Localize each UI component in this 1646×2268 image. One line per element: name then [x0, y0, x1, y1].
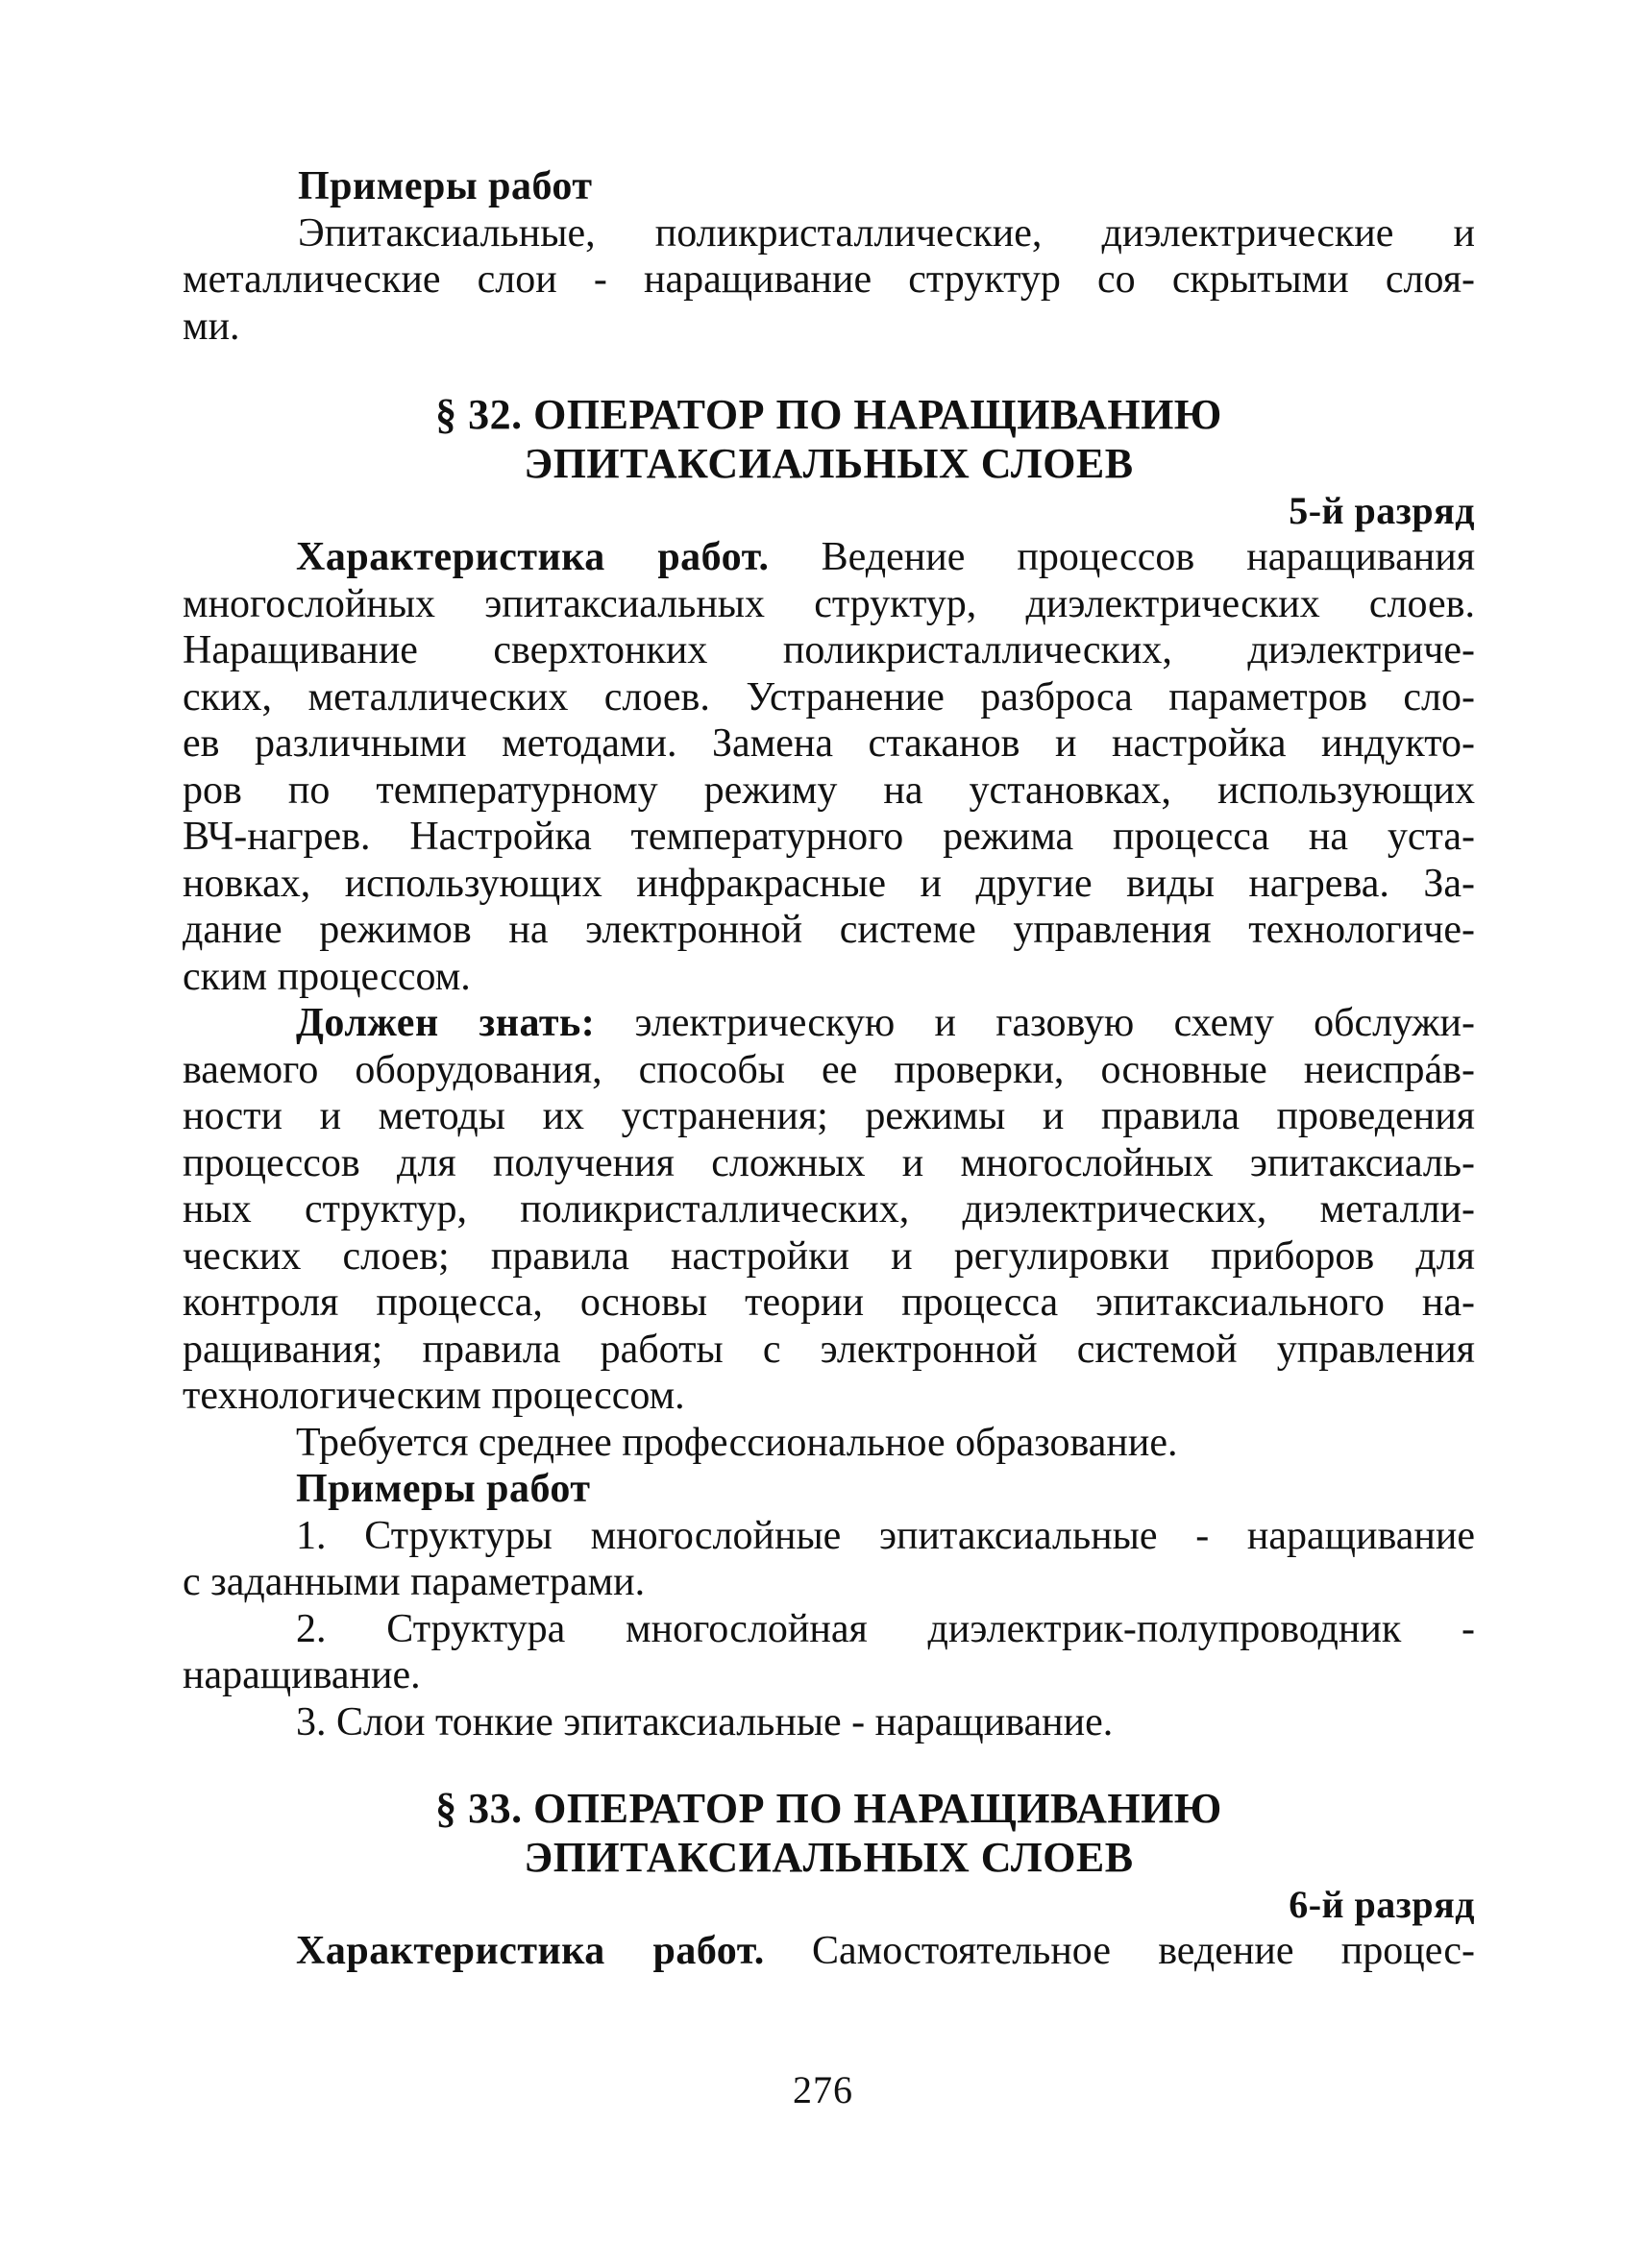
- section-32-characteristic-first-line: Характеристика работ. Ведение процессов наращивания: [296, 535, 1476, 579]
- example-1-continued: с заданными параметрами.: [183, 1560, 646, 1604]
- characteristic-label: Характеристика работ.: [296, 1929, 765, 1973]
- knowledge-line: ваемого оборудования, способы ее проверки, основные неиспрáв-: [183, 1047, 1475, 1092]
- section-33-characteristic-first-line: Характеристика работ. Самостоятельное ведение процес-: [296, 1929, 1476, 1973]
- section-32-title-line-2: ЭПИТАКСИАЛЬНЫХ СЛОЕВ: [524, 440, 1134, 487]
- example-2: 2. Структура многослойная диэлектрик-полупроводник -: [296, 1606, 1475, 1651]
- section-32-title-line-1: § 32. ОПЕРАТОР ПО НАРАЩИВАНИЮ: [435, 391, 1222, 438]
- knowledge-label: Должен знать:: [296, 1001, 596, 1045]
- example-3: 3. Слои тонкие эпитаксиальные - наращивание.: [296, 1699, 1114, 1744]
- section-32-knowledge-first-line: Должен знать: электрическую и газовую схему обслужи-: [296, 1001, 1476, 1045]
- section-32-rank: 5-й разряд: [1289, 489, 1475, 532]
- intro-line: ми.: [183, 304, 240, 349]
- example-2-continued: наращивание.: [183, 1653, 421, 1697]
- example-1: 1. Структуры многослойные эпитаксиальные - наращивание: [296, 1513, 1475, 1558]
- knowledge-line: ности и методы их устранения; режимы и правила проведения: [183, 1094, 1475, 1138]
- characteristic-line: ским процессом.: [183, 954, 471, 999]
- characteristic-line: ев различными методами. Замена стаканов и настройка индукто-: [183, 721, 1475, 766]
- knowledge-line: процессов для получения сложных и многослойных эпитаксиаль-: [183, 1140, 1475, 1185]
- section-33-title-line-2: ЭПИТАКСИАЛЬНЫХ СЛОЕВ: [524, 1834, 1134, 1881]
- knowledge-line: контроля процесса, основы теории процесса эпитаксиального на-: [183, 1280, 1475, 1325]
- intro-examples-heading: Примеры работ: [298, 164, 593, 208]
- page-number: 276: [793, 2068, 853, 2111]
- knowledge-line: технологическим процессом.: [183, 1374, 685, 1418]
- characteristic-line: ров по температурному режиму на установках, использующих: [183, 768, 1475, 813]
- characteristic-line: дание режимов на электронной системе управления технологиче-: [183, 908, 1475, 952]
- knowledge-line: ращивания; правила работы с электронной системой управления: [183, 1327, 1475, 1372]
- characteristic-line: новках, использующих инфракрасные и другие виды нагрева. За-: [183, 861, 1475, 906]
- intro-line: металлические слои - наращивание структур со скрытыми слоя-: [183, 257, 1475, 302]
- characteristic-line: ВЧ-нагрев. Настройка температурного режима процесса на уста-: [183, 815, 1475, 859]
- characteristic-line: многослойных эпитаксиальных структур, диэлектрических слоев.: [183, 581, 1475, 626]
- characteristic-line: Наращивание сверхтонких поликристаллических, диэлектриче-: [183, 628, 1475, 672]
- intro-line: Эпитаксиальные, поликристаллические, диэлектрические и: [298, 210, 1475, 256]
- section-33-title-line-1: § 33. ОПЕРАТОР ПО НАРАЩИВАНИЮ: [435, 1785, 1222, 1832]
- knowledge-line: ных структур, поликристаллических, диэлектрических, металли-: [183, 1187, 1475, 1232]
- document-page: [183, 163, 1475, 1975]
- knowledge-line: ческих слоев; правила настройки и регулировки приборов для: [183, 1233, 1475, 1279]
- section-33-rank: 6-й разряд: [1289, 1883, 1475, 1926]
- section-32-examples-heading: Примеры работ: [296, 1467, 591, 1511]
- education-requirement: Требуется среднее профессиональное образование.: [296, 1420, 1178, 1465]
- characteristic-line: ских, металлических слоев. Устранение разброса параметров сло-: [183, 674, 1475, 719]
- characteristic-label: Характеристика работ.: [296, 535, 770, 579]
